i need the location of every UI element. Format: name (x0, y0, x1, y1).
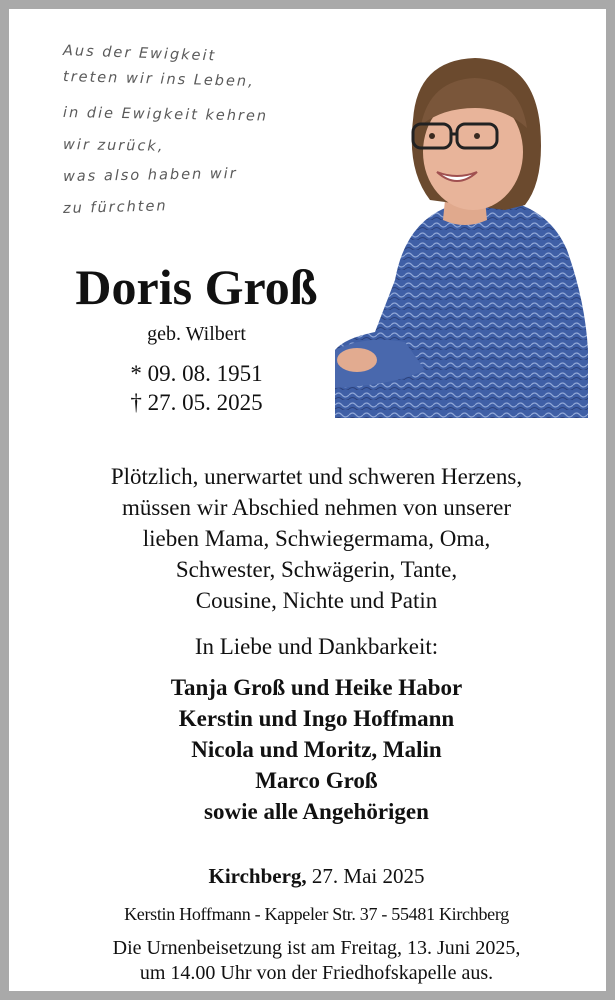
place: Kirchberg, (208, 864, 307, 888)
burial-line: Die Urnenbeisetzung ist am Freitag, 13. Juni 2025, (112, 937, 521, 959)
mourner-entry: Tanja Groß und Heike Habor (170, 675, 463, 700)
announcement-line: Schwester, Schwägerin, Tante, (175, 557, 458, 582)
deceased-name: Doris Groß (75, 259, 318, 315)
mourner-entry: Marco Groß (255, 768, 378, 793)
date: 27. Mai 2025 (311, 864, 425, 888)
quote-line: in die Ewigkeit kehren (62, 105, 269, 125)
life-dates (9, 359, 384, 417)
contact-address: Kerstin Hoffmann - Kappeler Str. 37 - 55481 Kirchberg (124, 904, 509, 924)
quote-line: wir zurück, (62, 137, 165, 155)
announcement-line: Cousine, Nichte und Patin (195, 588, 438, 613)
quote-line: Aus der Ewigkeit (62, 43, 217, 65)
place-and-date (29, 863, 604, 889)
quote-line: zu fürchten (62, 198, 168, 217)
mourner-entry: Kerstin und Ingo Hoffmann (178, 706, 455, 731)
mourner-entry: Nicola und Moritz, Malin (191, 737, 442, 762)
burial-notice (19, 936, 614, 986)
announcement-text (29, 461, 604, 616)
maiden-name: geb. Wilbert (147, 323, 246, 345)
handwritten-quote (63, 35, 353, 225)
death-date: † 27. 05. 2025 (130, 390, 263, 415)
burial-line: um 14.00 Uhr von der Friedhofskapelle aus. (139, 962, 494, 984)
quote-line: treten wir ins Leben, (62, 69, 255, 91)
quote-line: was also haben wir (62, 165, 238, 185)
mourners-list (29, 672, 604, 827)
announcement-line: müssen wir Abschied nehmen von unserer (121, 495, 511, 520)
announcement-line: Plötzlich, unerwartet und schweren Herzens, (110, 464, 523, 489)
birth-date: * 09. 08. 1951 (130, 361, 263, 386)
mourner-entry: sowie alle Angehörigen (204, 799, 429, 824)
closing-phrase: In Liebe und Dankbarkeit: (194, 634, 439, 659)
announcement-line: lieben Mama, Schwiegermama, Oma, (142, 526, 491, 551)
